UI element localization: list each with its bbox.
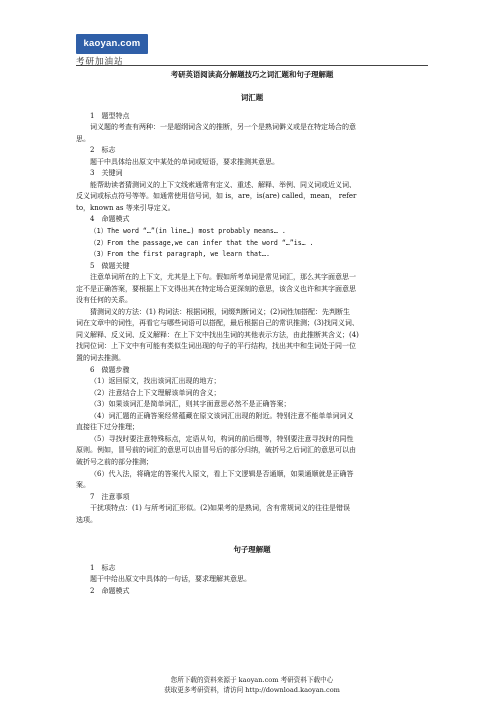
paragraph-line: 题干中具体给出原文中某处的单词或短语，要求推测其意思。 (90, 157, 279, 166)
paragraph-line: 能帮助读者猜测词义的上下文线索通常有定义、重述、解释、举例、同义词或近义词、 (90, 180, 356, 189)
logo-brand: kaoyan.com (76, 34, 148, 54)
logo-tagline: 考研加油站 (76, 57, 124, 67)
heading-2: 2 命题模式 (90, 586, 130, 595)
paragraph-line: 选项。 (76, 515, 97, 524)
step-line: （5）寻找时要注意特殊标点，定语从句，构词的前后缀等，特别要注意寻找时的同性 (90, 434, 354, 443)
pattern-line: （2）From the passage,we can infer that the word “…”is… . (90, 238, 314, 247)
paragraph-line: 猜测词义的方法：(1) 构词法：根据词根，词缀判断词义；(2)词性加搭配：先判断生 (90, 307, 351, 316)
page-footer (76, 676, 428, 695)
paragraph-line: 同义解释、反义词、反义解释：在上下文中找出生词的其他表示方法，由此推断其含义；(4) (76, 330, 359, 339)
heading-4: 4 命题模式 (90, 215, 130, 224)
paragraph-line: 注意单词所在的上下文，尤其是上下句。假如所考单词是常见词汇，那么其字面意思一 (90, 273, 356, 282)
paragraph-line: 定不是正确答案，要根据上下文得出其在特定场合更深刻的意思，该含义也许和其字面意思 (76, 284, 356, 293)
paragraph-line: 置的词去推测。 (76, 354, 125, 363)
step-line: （2）注意结合上下文理解该单词的含义； (90, 388, 221, 397)
heading-5: 5 做题关键 (90, 261, 130, 270)
step-line: 原则。例如，冒号前的词汇的意思可以由冒号后的部分归纳，破折号之后词汇的意思可以由 (76, 446, 356, 455)
paragraph-line: 反义词或标点符号等等。如通常使用信号词，如 is，are，is(are) called，mean， refer (76, 192, 357, 201)
step-line: 直接往下过分推理； (76, 423, 139, 432)
step-line: （3）如果该词汇是简单词汇，则其字面意思必然不是正确答案； (90, 400, 291, 409)
paragraph-line: 题干中给出原文中具体的一句话，要求理解其意思。 (90, 575, 251, 584)
heading-1: 1 标志 (90, 563, 116, 572)
paragraph-line: to，known as 等来引导定义。 (76, 203, 175, 212)
paragraph-line: 思。 (76, 134, 90, 143)
header-rule (76, 65, 428, 66)
step-line: 案。 (76, 481, 90, 490)
footer-source-line: 您所下载的资料来源于 kaoyan.com 考研资料下载中心 (170, 676, 334, 684)
step-line: （1）返回原文，找出该词汇出现的地方； (90, 377, 221, 386)
step-line: 破折号之前的部分推测； (76, 457, 153, 466)
step-line: （4）词汇题的正确答案经常蕴藏在原文该词汇出现的附近。特别注意不能单单词词义 (90, 411, 354, 420)
paragraph-line: 词在文章中的词性，再看它与哪些词语可以搭配，最后根据自己的常识推测；(3)找同义词、 (76, 319, 359, 328)
document-title: 考研英语阅读高分解题技巧之词汇题和句子理解题 (170, 70, 334, 79)
section-heading-sentence: 句子理解题 (233, 545, 271, 555)
heading-7: 7 注意事项 (90, 492, 130, 501)
footer-download-link[interactable]: 获取更多考研资料，请访问 http://download.kaoyan.com (164, 685, 340, 694)
heading-3: 3 关键词 (90, 169, 123, 178)
heading-1: 1 题型特点 (90, 111, 130, 120)
paragraph-line: 干扰项特点：(1) 与所考词汇形似。(2)如果考的是熟词，含有常规词义的往往是错误 (90, 504, 351, 513)
heading-6: 6 做题步骤 (90, 365, 130, 374)
pattern-line: （3）From the first paragraph, we learn that…. (90, 250, 270, 259)
pattern-line: （1）The word “…”(in line…) most probably means… . (90, 227, 286, 236)
section-heading-vocabulary: 词汇题 (240, 93, 264, 102)
paragraph-line: 没有任何的关系。 (76, 296, 132, 305)
heading-2: 2 标志 (90, 146, 116, 155)
paragraph-line: 词义题的考查有两种：一是超纲词含义的推断，另一个是熟词僻义或是在特定场合的意 (90, 123, 356, 132)
step-line: （6）代入法，将确定的答案代入原文，看上下文逻辑是否通顺，如果通顺就是正确答 (90, 469, 354, 478)
paragraph-line: 找同位词：上下文中有可能有类似生词出现的句子的平行结构，找出其中和生词处于同一位 (76, 342, 356, 351)
site-logo[interactable] (76, 34, 148, 67)
document-body (76, 92, 428, 597)
